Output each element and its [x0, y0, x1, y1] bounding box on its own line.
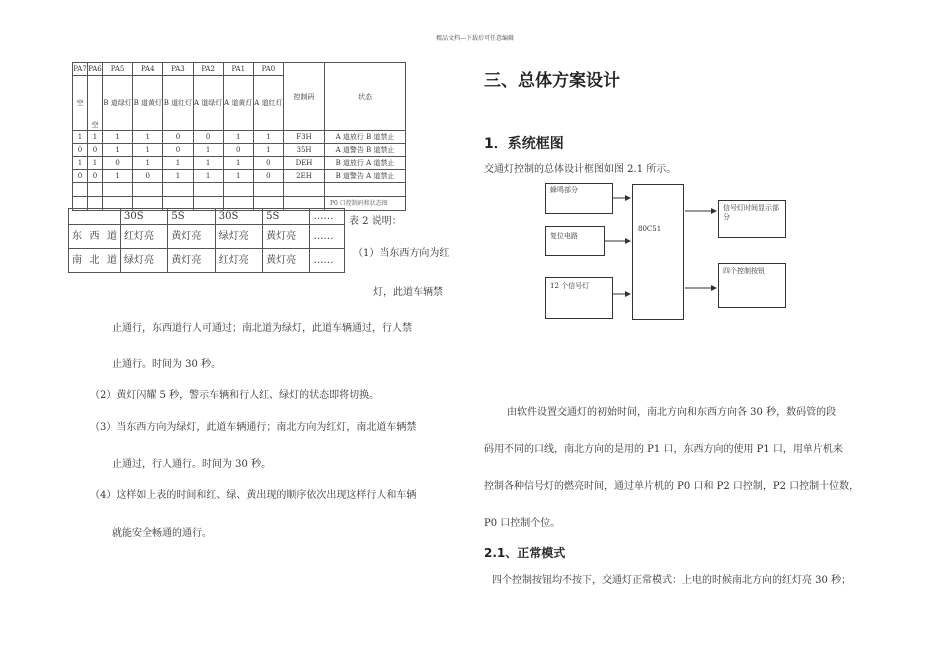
diagram-box-buzzer: 蜂鸣部分 [545, 183, 613, 214]
table-cell: 1 [133, 131, 163, 144]
table-header-cell: PA0 [253, 63, 283, 76]
table-cell: 0 [163, 144, 193, 157]
table-cell: 红灯亮 [215, 249, 262, 273]
section-title: 三、总体方案设计 [484, 71, 620, 91]
paragraph-line: 止通行，东西道行人可通过；南北道为绿灯，此道车辆通过，行人禁 [112, 323, 412, 334]
table-cell: …… [310, 225, 345, 249]
table-header-cell: A 道黄灯 [223, 76, 253, 131]
page-header: 精品文档---下载后可任意编辑 [435, 35, 515, 42]
table-header-cell: A 道红灯 [253, 76, 283, 131]
diagram-box-reset: 复位电路 [545, 226, 605, 256]
paragraph-line: （1）当东西方向为红 [353, 248, 450, 259]
table-cell: 绿灯亮 [121, 249, 168, 273]
diagram-box-mcu: 80C51 [632, 184, 684, 320]
table-cell: A 道警告 B 道禁止 [325, 144, 406, 157]
table-cell: 红灯亮 [121, 225, 168, 249]
table-cell: 0 [163, 131, 193, 144]
table-header-cell: 控制码 [284, 63, 325, 131]
paragraph-line: 止通过，行人通行。时间为 30 秒。 [112, 459, 272, 470]
paragraph-line: 止通行。时间为 30 秒。 [112, 359, 222, 370]
table-cell: 1 [223, 170, 253, 183]
table-cell: 0 [223, 144, 253, 157]
table-header-cell: PA1 [223, 63, 253, 76]
paragraph-line: （2）黄灯闪耀 5 秒，警示车辆和行人红、绿灯的状态即将切换。 [90, 390, 380, 401]
paragraph-line: 控制各种信号灯的燃亮时间，通过单片机的 P0 口和 P2 口控制，P2 口控制十位数， [484, 481, 860, 492]
table-cell: 0 [193, 131, 223, 144]
table-cell: 1 [102, 170, 132, 183]
paragraph-line: 码用不同的口线，南北方向的是用的 P1 口，东西方向的使用 P1 口，用单片机来 [484, 444, 843, 455]
table-cell: 1 [102, 144, 132, 157]
table-cell: 0 [133, 170, 163, 183]
table-cell: 0 [87, 144, 102, 157]
table-header-cell: 5S [168, 209, 215, 225]
table-cell: 黄灯亮 [168, 225, 215, 249]
table-cell: 0 [73, 144, 88, 157]
table-cell: 绿灯亮 [215, 225, 262, 249]
table-header-cell: 状态 [325, 63, 406, 131]
table-cell: A 道放行 B 道禁止 [325, 131, 406, 144]
diagram-box-display: 信号灯时间显示部分 [718, 200, 786, 238]
table-cell: 1 [102, 131, 132, 144]
table-cell: F3H [284, 131, 325, 144]
table-header-cell: PA2 [193, 63, 223, 76]
table-header-cell: PA5 [102, 63, 132, 76]
paragraph-line: 四个控制按钮均不按下，交通灯正常模式：上电的时候南北方向的红灯亮 30 秒； [492, 575, 852, 586]
table-cell: 1 [73, 131, 88, 144]
table-caption: P0 口控制码和状态图 [330, 200, 388, 207]
table-header-cell: 空 [73, 76, 88, 131]
paragraph-line: （3）当东西方向为绿灯，此道车辆通行；南北方向为红灯，南北道车辆禁 [90, 422, 417, 433]
table-header-cell: 5S [263, 209, 310, 225]
table-cell: 0 [73, 170, 88, 183]
table-cell: 0 [87, 170, 102, 183]
table-header-cell: 空 [87, 76, 102, 131]
table-cell: 0 [253, 170, 283, 183]
table-cell: 黄灯亮 [263, 249, 310, 273]
table-cell: 1 [87, 157, 102, 170]
table-cell: 南北道 [69, 249, 121, 273]
table-cell: 1 [223, 157, 253, 170]
table-cell: 0 [253, 157, 283, 170]
subsection-title: 2.1、正常模式 [484, 546, 566, 560]
table-header-cell: A 道绿灯 [193, 76, 223, 131]
table-header-cell: B 道黄灯 [133, 76, 163, 131]
paragraph-line: P0 口控制个位。 [484, 518, 561, 529]
paragraph-line: 就能安全畅通的通行。 [112, 528, 212, 539]
table-cell: DEH [284, 157, 325, 170]
diagram-box-buttons: 四个控制按钮 [718, 263, 786, 308]
table-header-cell: B 道红灯 [163, 76, 193, 131]
table-cell: 2EH [284, 170, 325, 183]
table-cell: 1 [73, 157, 88, 170]
table-header-cell: PA7 [73, 63, 88, 76]
table-cell: 东西道 [69, 225, 121, 249]
table-cell: 1 [193, 144, 223, 157]
paragraph-line: （4）这样如上表的时间和红、绿、黄出现的顺序依次出现这样行人和车辆 [90, 490, 417, 501]
table-cell: B 道警告 A 道禁止 [325, 170, 406, 183]
diagram-box-lights: 12 个信号灯 [545, 277, 613, 319]
table-cell: 1 [253, 144, 283, 157]
subsection-title: 1．系统框图 [484, 136, 564, 152]
table-header-cell: B 道绿灯 [102, 76, 132, 131]
table-cell: 35H [284, 144, 325, 157]
paragraph-line: 交通灯控制的总体设计框图如图 2.1 所示。 [484, 164, 677, 175]
table-cell: 1 [253, 131, 283, 144]
paragraph-line: 由软件设置交通灯的初始时间，南北方向和东西方向各 30 秒，数码管的段 [507, 407, 837, 418]
table-header-cell: 30S [215, 209, 262, 225]
table-cell: B 道放行 A 道禁止 [325, 157, 406, 170]
table-header-cell: 30S [121, 209, 168, 225]
table-cell: 黄灯亮 [168, 249, 215, 273]
table-cell: …… [310, 249, 345, 273]
table-header-cell: PA3 [163, 63, 193, 76]
table-cell: 1 [223, 131, 253, 144]
table-cell: 黄灯亮 [263, 225, 310, 249]
table-cell: 1 [133, 157, 163, 170]
table-cell: 1 [133, 144, 163, 157]
table-cell: 0 [102, 157, 132, 170]
table-cell: 1 [163, 157, 193, 170]
paragraph-line: 灯，此道车辆禁 [373, 287, 443, 298]
table-header-cell: …… [310, 209, 345, 225]
table-cell: 1 [193, 170, 223, 183]
table-note: 表 2 说明： [349, 216, 402, 227]
table-cell: 1 [87, 131, 102, 144]
table-header-cell: PA4 [133, 63, 163, 76]
table-cell: 1 [163, 170, 193, 183]
table-cell: 1 [193, 157, 223, 170]
table-header-cell: PA6 [87, 63, 102, 76]
